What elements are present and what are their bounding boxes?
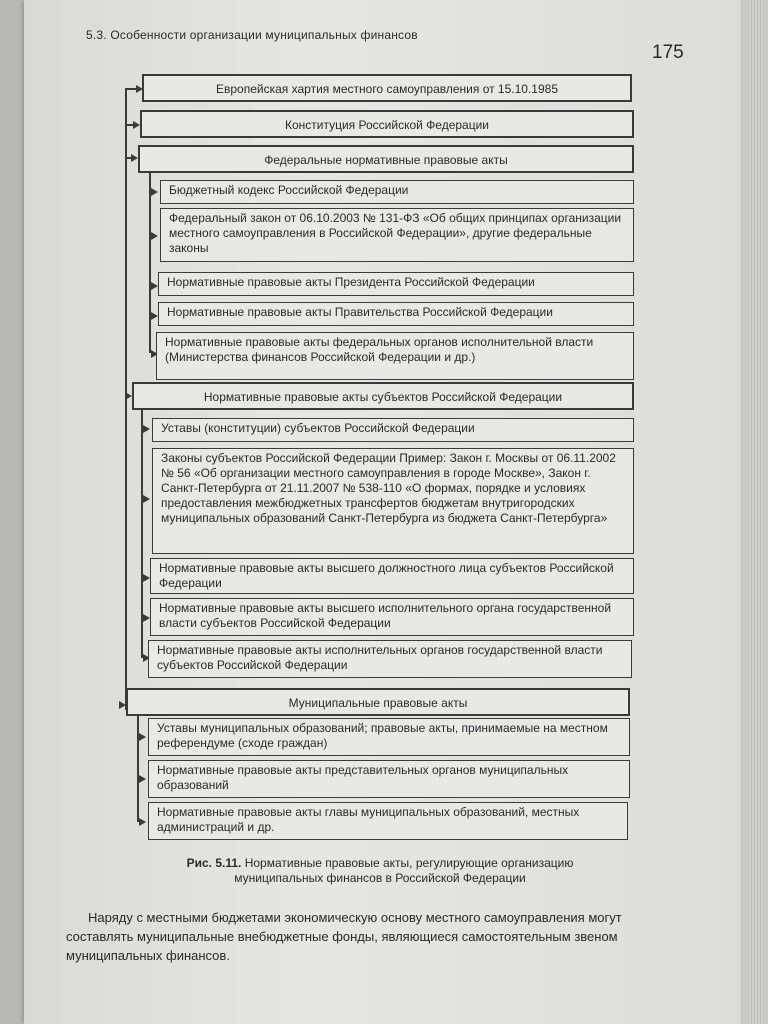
arrow-federal-1 [151,188,158,196]
arrow-federal-3 [151,282,158,290]
constitution-box: Конституция Российской Федерации [140,110,634,138]
arrow-regional-1 [143,425,150,433]
figure-label: Рис. 5.11. [186,856,242,870]
figure-caption-text: Нормативные правовые акты, регулирующие организацию муниципальных финансов в Российской Федерации [234,856,574,885]
arrow-constitution [133,121,140,129]
arrow-regional-3 [143,574,150,582]
municipal-head-acts-box: Нормативные правовые акты главы муниципальных образований, местных администраций и др. [148,802,628,840]
arrow-regional-4 [143,614,150,622]
charter-box: Европейская хартия местного самоуправления от 15.10.1985 [142,74,632,102]
government-acts-box: Нормативные правовые акты Правительства Российской Федерации [158,302,634,326]
regional-charters-box: Уставы (конституции) субъектов Российской Федерации [152,418,634,442]
president-acts-box: Нормативные правовые акты Президента Российской Федерации [158,272,634,296]
arrow-federal-2 [151,232,158,240]
budget-code-box: Бюджетный кодекс Российской Федерации [160,180,634,204]
regional-head-acts-box: Нормативные правовые акты высшего должностного лица субъектов Российской Федерации [150,558,634,594]
federal-acts-box: Федеральные нормативные правовые акты [138,145,634,173]
arrow-municipal-2 [139,775,146,783]
arrow-federal [131,154,138,162]
federal-sub-connector [149,173,151,353]
federal-executive-acts-box: Нормативные правовые акты федеральных органов исполнительной власти (Министерства финансов Российской Федерации и др.) [156,332,634,380]
arrow-regional [125,392,132,400]
municipal-charters-box: Уставы муниципальных образований; правовые акты, принимаемые на местном референдуме (сходе граждан) [148,718,630,756]
arrow-municipal-3 [139,818,146,826]
arrow-regional-2 [143,495,150,503]
page-number: 175 [652,42,684,63]
municipal-sub-connector [137,716,139,822]
municipal-acts-box: Муниципальные правовые акты [126,688,630,716]
federal-law-131-box: Федеральный закон от 06.10.2003 № 131-ФЗ «Об общих принципах организации местного самоуправления в Российской Федерации», другие федеральные законы [160,208,634,262]
regional-executive-organs-acts-box: Нормативные правовые акты исполнительных органов государственной власти субъектов Российской Федерации [148,640,632,678]
running-header: 5.3. Особенности организации муниципальных финансов [86,28,418,42]
regional-executive-body-acts-box: Нормативные правовые акты высшего исполнительного органа государственной власти субъектов Российской Федерации [150,598,634,636]
arrow-federal-4 [151,312,158,320]
body-paragraph: Наряду с местными бюджетами экономическую основу местного самоуправления могут составлять муниципальные внебюджетные фонды, являющиеся самостоятельным звеном муниципальных финансов. [66,910,622,963]
arrow-municipal-1 [139,733,146,741]
regional-laws-box: Законы субъектов Российской Федерации Пример: Закон г. Москвы от 06.11.2002 № 56 «Об организации местного самоуправления в городе Москве», Закон г. Санкт-Петербурга от 21.11.2007 № 538-110 «О формах, порядке и условиях предоставления межбюджетных трансфертов бюджетам внутригородских муниципальных образований Санкт-Петербурга из бюджета Санкт-Петербурга» [152,448,634,554]
arrow-municipal [119,701,126,709]
municipal-representative-acts-box: Нормативные правовые акты представительных органов муниципальных образований [148,760,630,798]
regional-acts-box: Нормативные правовые акты субъектов Российской Федерации [132,382,634,410]
figure-caption [160,856,600,886]
